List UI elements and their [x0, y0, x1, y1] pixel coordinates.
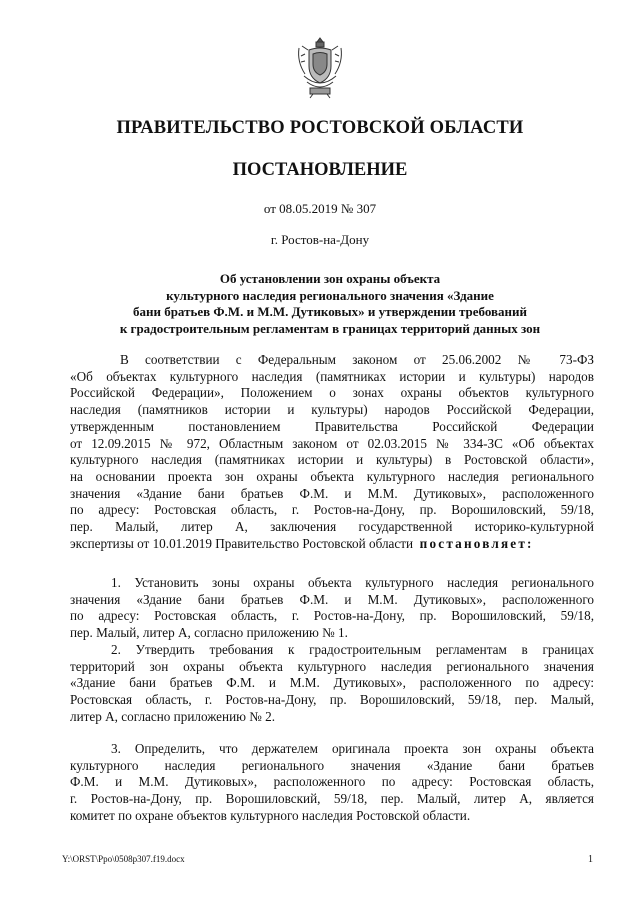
- text-line: культурного наследия (памятниках истории и культуры) в Ростовской области»,: [70, 452, 594, 468]
- item-2-paragraph: [70, 642, 594, 726]
- text-line: Ф.М. и М.М. Дутиковых», расположенного по адресу: Ростовская область,: [70, 774, 594, 790]
- text-line: пер. Малый, литер А, согласно приложению № 1.: [70, 625, 348, 641]
- document-type: ПОСТАНОВЛЕНИЕ: [232, 160, 408, 180]
- footer-file-path: Y:\ORST\Ppo\0508p307.f19.docx: [62, 854, 185, 864]
- resolves-word: постановляет:: [419, 535, 534, 551]
- text-line: Ростовская область, г. Ростов-на-Дону, пр. Ворошиловский, 59/18, пер. Малый,: [70, 692, 594, 708]
- text-line: В соответствии с Федеральным законом от 25.06.2002 № 73-ФЗ: [120, 352, 594, 367]
- coat-of-arms-icon: [295, 36, 345, 100]
- text-line: 3. Определить, что держателем оригинала проекта зон охраны объекта: [111, 741, 594, 756]
- subject-line: Об установлении зон охраны объекта: [219, 271, 441, 286]
- item-1-paragraph: [70, 575, 594, 642]
- document-date-number: от 08.05.2019 № 307: [263, 201, 377, 216]
- document-city: г. Ростов-на-Дону: [270, 232, 370, 247]
- subject-line: к градостроительным регламентам в границах территорий данных зон: [119, 320, 541, 336]
- text-line: по адресу: Ростовская область, г. Ростов-на-Дону, пр. Ворошиловский, 59/18,: [70, 502, 594, 518]
- text-line: утвержденным постановлением Правительства Российской Федерации: [70, 418, 594, 434]
- text-line: культурного наследия регионального значения «Здание бани братьев: [70, 757, 594, 773]
- preamble-last-line: экспертизы от 10.01.2019 Правительство Ростовской области: [70, 535, 414, 551]
- text-line: комитет по охране объектов культурного наследия Ростовской области.: [70, 807, 471, 823]
- text-line: [70, 536, 594, 553]
- text-line: «Здание бани братьев Ф.М. и М.М. Дутиковых», расположенного по адресу:: [70, 675, 594, 691]
- text-line: значения «Здание бани братьев Ф.М. и М.М. Дутиковых», расположенного: [70, 591, 594, 607]
- text-line: по адресу: Ростовская область, г. Ростов-на-Дону, пр. Ворошиловский, 59/18,: [70, 608, 594, 624]
- text-line: на основании проекта зон охраны объекта культурного наследия регионального: [70, 468, 594, 484]
- text-line: значения «Здание бани братьев Ф.М. и М.М. Дутиковых», расположенного: [70, 485, 594, 501]
- text-line: наследия (памятников истории и культуры) народов Российской Федерации,: [70, 402, 594, 418]
- text-line: «Об объектах культурного наследия (памятниках истории и культуры) народов: [70, 368, 594, 384]
- subject-line: бани братьев Ф.М. и М.М. Дутиковых» и утверждении требований: [132, 304, 528, 320]
- item-3-paragraph: [70, 741, 594, 825]
- organization-title: ПРАВИТЕЛЬСТВО РОСТОВСКОЙ ОБЛАСТИ: [116, 118, 524, 138]
- text-line: 1. Установить зоны охраны объекта культурного наследия регионального: [111, 575, 594, 590]
- preamble-paragraph: [70, 352, 594, 552]
- text-line: территорий зон охраны объекта культурного наследия регионального значения: [70, 658, 594, 674]
- text-line: от 12.09.2015 № 972, Областным законом от 02.03.2015 № 334-ЗС «Об объектах: [70, 435, 594, 451]
- text-line: литер А, согласно приложению № 2.: [70, 708, 276, 724]
- text-line: пер. Малый, литер А, заключения государственной историко-культурной: [70, 519, 594, 535]
- subject-line: культурного наследия регионального значения «Здание: [166, 287, 494, 303]
- text-line: г. Ростов-на-Дону, пр. Ворошиловский, 59/18, пер. Малый, литер А, является: [70, 791, 594, 807]
- text-line: 2. Утвердить требования к градостроительным регламентам в границах: [111, 642, 594, 657]
- document-subject: [80, 271, 580, 337]
- footer-page-number: 1: [588, 854, 593, 865]
- text-line: Российской Федерации», Положением о зонах охраны объектов культурного: [70, 385, 594, 401]
